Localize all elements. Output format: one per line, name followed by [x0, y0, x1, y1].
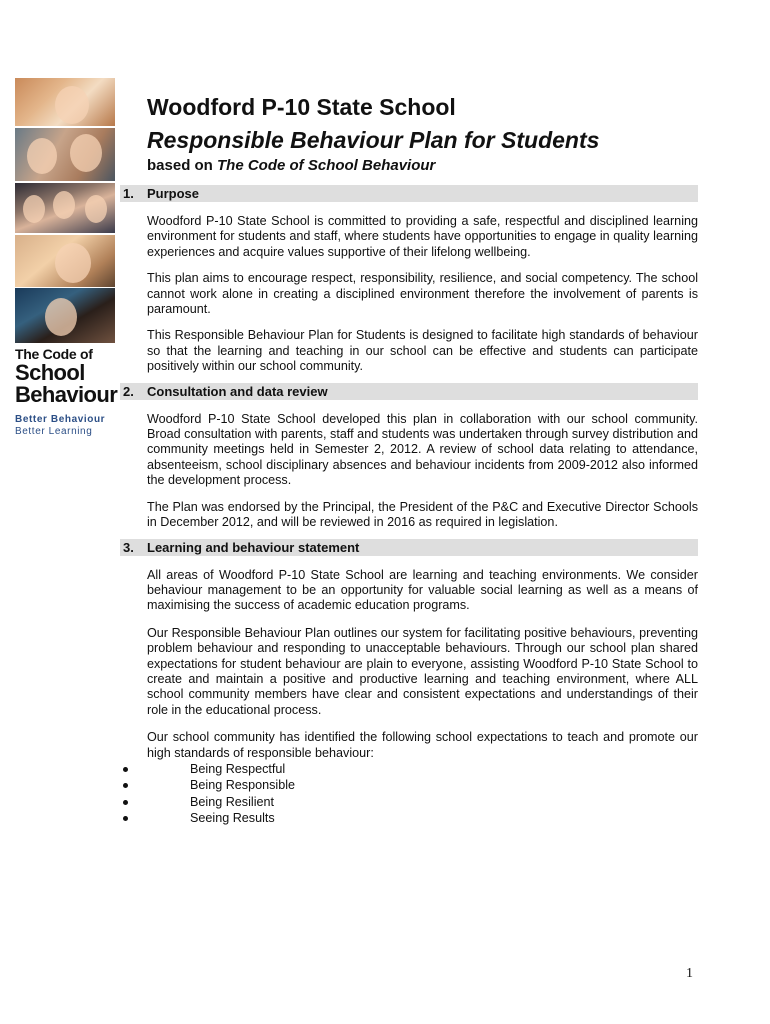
section-title: Consultation and data review — [147, 383, 328, 399]
section-title: Learning and behaviour statement — [147, 539, 360, 555]
list-item — [120, 810, 698, 827]
logo-line-1: The Code of — [15, 346, 93, 362]
paragraph: Our Responsible Behaviour Plan outlines our system for facilitating positive behaviours, preventing problem behaviour and responding to unacceptable behaviours. Through our school plan shared expectations for student behaviour are plain to everyone, assisting Woodford P-10 State School to create and maintain a positive and productive learning and teaching environment, where ALL school community members have clear and consistent expectations and understandings of their role in the educational process. — [147, 625, 698, 717]
section-heading-learning-behaviour — [120, 539, 698, 556]
bullet-icon — [123, 767, 128, 772]
logo-tagline-2: Better Learning — [15, 426, 93, 437]
paragraph: All areas of Woodford P-10 State School are learning and teaching environments. We consider behaviour management to be an opportunity for valuable social learning as well as a means of maximising the success of academic education programs. — [147, 567, 698, 613]
section-heading-purpose — [120, 185, 698, 202]
list-item-label: Being Resilient — [190, 794, 275, 809]
section-number: 3. — [123, 539, 134, 555]
bullet-icon — [123, 800, 128, 805]
photo-students-2 — [15, 128, 115, 181]
list-item — [120, 761, 698, 778]
school-name: Woodford P-10 State School — [147, 94, 456, 120]
expectations-list — [120, 761, 698, 827]
list-item — [120, 794, 698, 811]
bullet-icon — [123, 816, 128, 821]
section-number: 1. — [123, 186, 134, 201]
logo-tagline-1: Better Behaviour — [15, 414, 106, 425]
photo-student-1 — [15, 78, 115, 126]
photo-teacher — [15, 235, 115, 287]
logo-line-2: School — [15, 360, 85, 385]
paragraph: This Responsible Behaviour Plan for Students is designed to facilitate high standards of behaviour so that the learning and teaching in our school can be effective and students can participate positively within our school community. — [147, 328, 698, 374]
code-of-school-behaviour-logo — [15, 346, 125, 438]
bullet-icon — [123, 783, 128, 788]
logo-line-3: Behaviour — [15, 382, 118, 407]
subtitle-source: The Code of School Behaviour — [217, 157, 436, 174]
document-body — [120, 92, 698, 827]
section-title: Purpose — [147, 186, 200, 201]
photo-students-3 — [15, 183, 115, 233]
paragraph: Our school community has identified the following school expectations to teach and promote our high standards of responsible behaviour: — [147, 730, 698, 760]
paragraph: The Plan was endorsed by the Principal, the President of the P&C and Executive Director Schools in December 2012, and will be reviewed in 2016 as required in legislation. — [147, 499, 698, 530]
list-item-label: Being Respectful — [190, 761, 286, 776]
section-heading-consultation — [120, 383, 698, 400]
subtitle-prefix: based on — [147, 157, 218, 174]
plan-subtitle — [147, 156, 698, 176]
paragraph: Woodford P-10 State School is committed to providing a safe, respectful and disciplined learning environment for students and staff, where students have opportunities to engage in quality learning experiences and acquire values supportive of their lifelong wellbeing. — [147, 214, 698, 259]
page-number: 1 — [686, 966, 693, 981]
paragraph: This plan aims to encourage respect, responsibility, resilience, and social competency. The school cannot work alone in creating a disciplined environment therefore the involvement of parents is paramount. — [147, 271, 698, 317]
photo-student-5 — [15, 288, 115, 343]
list-item-label: Being Responsible — [190, 778, 296, 793]
paragraph: Woodford P-10 State School developed this plan in collaboration with our school community. Broad consultation with parents, staff and students was undertaken through survey distribution and community meetings held in Semester 2, 2012. A review of school data relating to attendance, absenteeism, school disciplinary absences and behaviour incidents from 2009-2012 also informed the development process. — [147, 411, 698, 488]
list-item-label: Seeing Results — [190, 811, 275, 826]
plan-title: Responsible Behaviour Plan for Students — [147, 127, 600, 153]
list-item — [120, 777, 698, 794]
section-number: 2. — [123, 383, 134, 399]
